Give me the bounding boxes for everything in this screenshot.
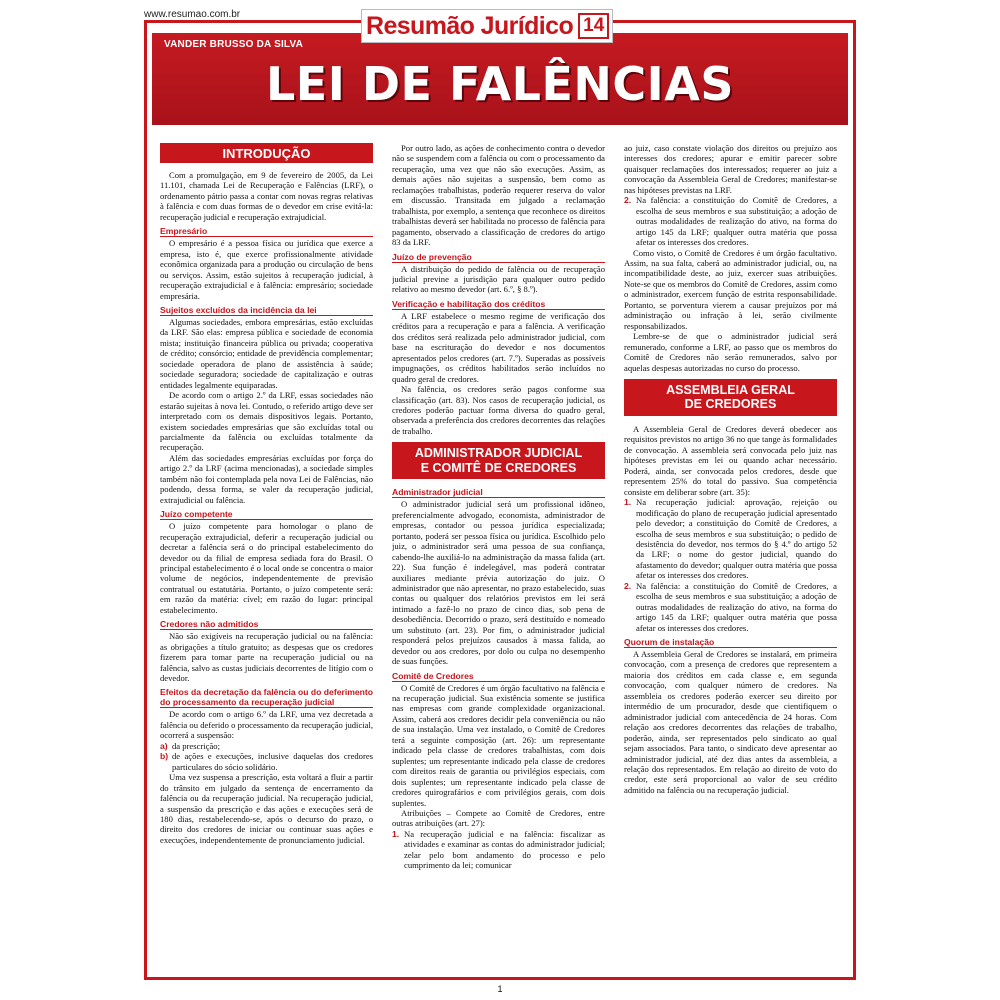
section-title-administrador-line1: ADMINISTRADOR JUDICIAL bbox=[414, 446, 583, 461]
subheading-credores-nao-admitidos: Credores não admitidos bbox=[160, 619, 373, 630]
paragraph-atribuicoes: Atribuições – Compete ao Comitê de Credores, entre outras atribuições (art. 27): bbox=[392, 808, 605, 829]
list-marker-assembleia-1: 1. bbox=[624, 497, 632, 508]
list-marker-b: b) bbox=[160, 751, 169, 762]
paragraph-sujeitos-1: Algumas sociedades, embora empresárias, estão excluídas da LRF. São elas: empresa pública e sociedade de economia mista; instituição financeira pública ou privada; cooperativa de crédito; consórcio; entidade de previdência complementar; sociedade operadora de plano de assistência à saúde; sociedade seguradora; sociedade de capitalização e outras entidades legalmente equiparadas. bbox=[160, 316, 373, 390]
paragraph-sujeitos-3: Além das sociedades empresárias excluídas por força do artigo 2.º da LRF (acima mencionadas), a sociedade simples também não foi contemplada pela nova Lei de Falências, não podendo, dessa forma, se valer da recuperação judicial, extrajudicial ou falência. bbox=[160, 452, 373, 505]
intro-paragraph: Com a promulgação, em 9 de fevereiro de 2005, da Lei 11.101, chamada Lei de Recuperação e Falências (LRF), o ordenamento pátrio passa a contar com novas regras relativas à falência e com duas formas de o devedor em crise evitá-la: recuperação judicial e recuperação extrajudicial. bbox=[160, 170, 373, 222]
list-item-1 bbox=[392, 829, 605, 871]
paragraph-administrador-judicial: O administrador judicial será um profissional idôneo, preferencialmente advogado, economista, administrador de empresas, contador ou pessoa jurídica especializada; portanto, poderá ser pessoa física ou jurídica. Escolhido pelo juiz, o administrador será uma pessoa de sua confiança, cabendo-lhe auxiliá-lo na administração da massa falida (art. 22). Sua função é indelegável, mas poderá contratar auxiliares mediante prévia autorização do juiz. O administrador que não apresentar, no prazo estabelecido, suas contas ou qualquer dos relatórios previstos em lei será intimado a fazê-lo no prazo de cinco dias, sob pena de desobediência. Decorrido o prazo, será destituído e nomeado um substituto (art. 23). Por fim, o administrador judicial responderá pelos prejuízos causados à massa falida, ao devedor ou aos credores, por dolo ou culpa no desempenho de suas funções. bbox=[392, 499, 605, 667]
section-title-administrador bbox=[392, 442, 605, 479]
paragraph-assembleia: A Assembleia Geral de Credores deverá obedecer aos requisitos previstos no artigo 36 no que tange às formalidades de convocação. A assembleia será convocada pelo juiz nas hipóteses previstas em lei ou quando achar necessário. Poderá, ainda, ser convocada pelos credores, desde que representem 25% do total do passivo. Sua competência consiste em deliberar sobre (art. 35): bbox=[624, 423, 837, 497]
paragraph-verificacao-2: Na falência, os credores serão pagos conforme sua classificação (art. 83). Nos casos de recuperação judicial, os credores poderão pactuar forma diversa do quadro geral, observada a preferência dos credores decorrentes das relações de trabalho. bbox=[392, 384, 605, 436]
subheading-sujeitos-excluidos: Sujeitos excluídos da incidência da lei bbox=[160, 305, 373, 316]
list-marker-2: 2. bbox=[624, 195, 632, 206]
paragraph-verificacao-1: A LRF estabelece o mesmo regime de verificação dos créditos para a recuperação e para a falência. A verificação dos créditos será realizada pelo administrador judicial, com base na escrituração do devedor e nos documentos apresentados pelos credores (art. 7.º). Superadas as possíveis impugnações, os créditos habilitados serão incluídos no quadro geral de credores. bbox=[392, 310, 605, 384]
subheading-juizo-competente: Juízo competente bbox=[160, 509, 373, 520]
subheading-juizo-prevencao: Juízo de prevenção bbox=[392, 252, 605, 263]
paragraph-acoes-conhecimento: Por outro lado, as ações de conhecimento contra o devedor não se suspendem com a falência ou com o processamento da recuperação, uma vez que não são execuções. Assim, as demais ações não sujeitas a suspensão, bem como as reclamações trabalhistas, poderão requerer reserva do valor em discussão. Transitada em julgado a reclamação trabalhista, por exemplo, a sentença que reconhece os direitos trabalhistas deverá ser habilitada no processo de falência para pagamento, observado a classificação de credores do artigo 83 da LRF. bbox=[392, 143, 605, 248]
section-title-assembleia-line1: ASSEMBLEIA GERAL bbox=[666, 382, 795, 397]
subheading-efeitos: Efeitos da decretação da falência ou do deferimento do processamento da recuperação judicial bbox=[160, 687, 373, 708]
paragraph-credores-nao-admitidos: Não são exigíveis na recuperação judicial ou na falência: as obrigações a título gratuito; as despesas que os credores fizerem para tomar parte na recuperação judicial ou na falência, salvo as custas judiciais decorrentes de litígio com o devedor. bbox=[160, 631, 373, 684]
list-marker-1: 1. bbox=[392, 828, 400, 839]
list-item-b bbox=[160, 751, 373, 772]
section-title-assembleia-line2: DE CREDORES bbox=[684, 397, 777, 412]
list-text-assembleia-2: Na falência: a constituição do Comitê de Credores, a escolha de seus membros e sua substituição; a adoção de outras modalidades de realização do ativo, na forma do artigo 145 da LRF; qualquer outra matéria que possa afetar os interesses dos credores. bbox=[636, 580, 837, 633]
list-marker-a: a) bbox=[160, 740, 168, 751]
subheading-verificacao-creditos: Verificação e habilitação dos créditos bbox=[392, 299, 605, 310]
list-text-a: da prescrição; bbox=[172, 740, 220, 751]
column-2 bbox=[392, 143, 605, 971]
series-number: 14 bbox=[578, 13, 609, 39]
subheading-empresario: Empresário bbox=[160, 226, 373, 237]
paragraph-remuneracao: Lembre-se de que o administrador judicial será remunerado, conforme a LRF, ao passo que os membros do Comitê de Credores não serão remunerados, salvo por aquelas despesas autorizadas no curso do processo. bbox=[624, 331, 837, 373]
page-number: 1 bbox=[497, 984, 503, 994]
list-text-b: de ações e execuções, inclusive daquelas dos credores particulares do sócio solidário. bbox=[172, 751, 373, 772]
subheading-comite-credores: Comitê de Credores bbox=[392, 671, 605, 682]
section-title-administrador-line2: E COMITÊ DE CREDORES bbox=[420, 460, 577, 475]
list-item-2 bbox=[624, 195, 837, 247]
list-text-2: Na falência: a constituição do Comitê de Credores, a escolha de seus membros e sua substituição; a adoção de outras modalidades de realização do ativo, na forma do artigo 145 da LRF; qualquer outra matéria que possa afetar os interesses dos credores. bbox=[636, 195, 837, 248]
site-url: www.resumao.com.br bbox=[144, 9, 241, 20]
column-1 bbox=[160, 143, 373, 971]
section-title-assembleia bbox=[624, 379, 837, 416]
page-title: LEI DE FALÊNCIAS bbox=[265, 57, 735, 111]
header-banner bbox=[152, 33, 848, 125]
paragraph-efeitos-2: Uma vez suspensa a prescrição, esta voltará a fluir a partir do trânsito em julgado da sentença de encerramento da falência ou da recuperação judicial. Na recuperação judicial, a suspensão da prescrição e das ações e execuções será de 180 dias, restabelecendo-se, após o decurso do prazo, o direito dos credores de iniciar ou continuar suas ações e execuções, independentemente de pronunciamento judicial. bbox=[160, 772, 373, 845]
subheading-quorum: Quorum de instalação bbox=[624, 637, 837, 648]
section-title-introducao: INTRODUÇÃO bbox=[160, 143, 373, 163]
author-name: VANDER BRUSSO DA SILVA bbox=[164, 39, 304, 50]
paragraph-comite-credores: O Comitê de Credores é um órgão facultativo na falência e na recuperação judicial. Sua existência somente se justifica nas empresas com grande complexidade organizacional. Assim, caberá aos credores decidir pela conveniência ou não de sua instalação. Uma vez instalado, o Comitê de Credores terá a seguinte composição (art. 26): um representante indicado pela classe de credores trabalhistas, com dois suplentes; um representante indicado pela classe de credores com direitos reais de garantia ou privilégios especiais, com dois suplentes; um representante indicado pela classe de credores quirografários e com privilégios gerais, com dois suplentes. bbox=[392, 682, 605, 808]
series-badge bbox=[361, 9, 613, 43]
paragraph-continuacao: ao juiz, caso constate violação dos direitos ou prejuízo aos interesses dos credores; apurar e emitir parecer sobre quaisquer reclamações dos interessados; requerer ao juiz a convocação da Assembleia Geral de Credores; manifestar-se nas hipóteses previstas na LRF. bbox=[624, 143, 837, 195]
list-marker-assembleia-2: 2. bbox=[624, 580, 632, 591]
paragraph-juizo-competente: O juízo competente para homologar o plano de recuperação extrajudicial, deferir a recuperação judicial ou decretar a falência será o do principal estabelecimento do devedor ou da filial de empresa sediada fora do Brasil. O principal estabelecimento é o local onde se concentra o maior volume de negócios, independentemente de previsão contratual ou estatutária. Portanto, o juízo competente será: em razão da matéria: cível; em razão do lugar: principal estabelecimento. bbox=[160, 521, 373, 615]
paragraph-sujeitos-2: De acordo com o artigo 2.º da LRF, essas sociedades não estarão sujeitas à nova lei. Contudo, o referido artigo deve ser interpretado com os demais dispositivos legais. Portanto, existem sociedades empresárias que são excluídas total ou parcialmente da falência ou excluídas totalmente da recuperação. bbox=[160, 390, 373, 453]
paragraph-juizo-prevencao: A distribuição do pedido de falência ou de recuperação judicial previne a jurisdição para qualquer outro pedido relativo ao mesmo devedor (art. 6.º, § 8.º). bbox=[392, 263, 605, 295]
series-title: Resumão Jurídico bbox=[366, 11, 574, 40]
list-item-a bbox=[160, 741, 373, 751]
list-text-1: Na recuperação judicial e na falência: fiscalizar as atividades e examinar as contas do administrador judicial; zelar pelo bom andamento do processo e pelo cumprimento da lei; comunicar bbox=[404, 828, 605, 871]
list-item-assembleia-1 bbox=[624, 497, 837, 581]
paragraph-efeitos-1: De acordo com o artigo 6.º da LRF, uma vez decretada a falência ou deferido o processamento da recuperação judicial, ocorrerá a suspensão: bbox=[160, 709, 373, 741]
paragraph-comite-facultativo: Como visto, o Comitê de Credores é um órgão facultativo. Assim, na sua falta, caberá ao administrador judicial, ou, na incompatibilidade deste, ao juiz, exercer suas atribuições. Note-se que os membros do Comitê de Credores, assim como o administrador, exercem função de estrita responsabilidade. Portanto, se porventura vierem a causar prejuízos por má administração ou infração à lei, serão civilmente responsabilizados. bbox=[624, 247, 837, 331]
paragraph-empresario: O empresário é a pessoa física ou jurídica que exerce a empresa, isto é, que exerce profissionalmente atividade econômica organizada para a produção ou circulação de bens ou serviços. Assim, estão sujeitos à recuperação judicial, à recuperação extrajudicial e à falência: empresário; sociedade empresária. bbox=[160, 238, 373, 301]
paragraph-quorum: A Assembleia Geral de Credores se instalará, em primeira convocação, com a presença de credores que representem a maioria dos créditos em cada classe e, em segunda convocação, com qualquer número de credores. Na assembleia os credores poderão exercer seu direito por intermédio de um procurador, desde que cientifiquem o administrador judicial com antecedência de 24 horas. Com relação aos credores decorrentes das relações de trabalho, poderão, ainda, ser representados pelo sindicato ao qual sejam associados. Para tanto, o sindicato deve apresentar ao administrador judicial, até dez dias antes da assembleia, a relação dos representados. Em relação ao direito de voto do credor, este será proporcional ao valor de seu crédito admitido na falência ou na recuperação judicial. bbox=[624, 649, 837, 795]
column-3 bbox=[624, 143, 837, 971]
list-item-assembleia-2 bbox=[624, 581, 837, 633]
subheading-administrador-judicial: Administrador judicial bbox=[392, 487, 605, 498]
list-text-assembleia-1: Na recuperação judicial: aprovação, rejeição ou modificação do plano de recuperação judicial apresentado pelo devedor; a constituição do Comitê de Credores, a escolha de seus membros e sua substituição; o pedido de desistência do devedor, nos termos do § 4.º do artigo 52 da LRF; o nome do gestor judicial, quando do afastamento do devedor; qualquer outra matéria que possa afetar os interesses dos credores. bbox=[636, 497, 837, 581]
